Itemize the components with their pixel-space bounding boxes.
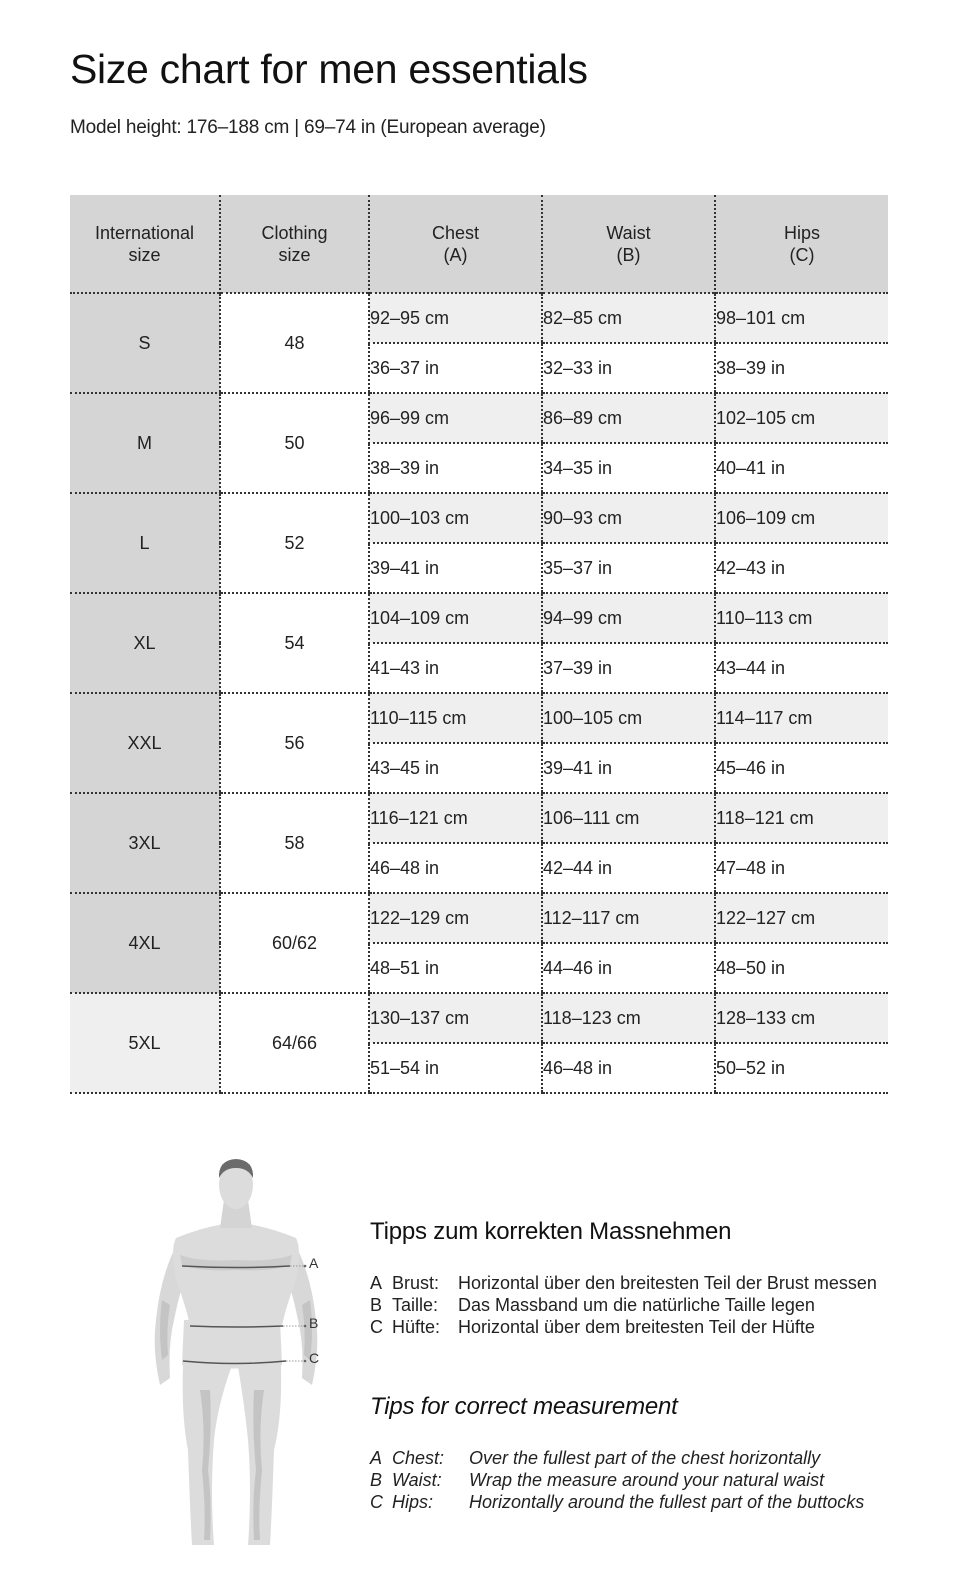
- waist-in-cell: 32–33 in: [542, 343, 715, 393]
- tips-english: [370, 1393, 864, 1513]
- model-height-note: Model height: 176–188 cm | 69–74 in (European average): [70, 117, 546, 138]
- table-row-cm: [70, 293, 888, 343]
- chest-cm-cell: 110–115 cm: [369, 693, 542, 743]
- waist-cm-cell: 94–99 cm: [542, 593, 715, 643]
- hips-in-cell: 38–39 in: [715, 343, 888, 393]
- hips-cm-cell: 110–113 cm: [715, 593, 888, 643]
- table-row-cm: [70, 693, 888, 743]
- hips-cm-cell: 114–117 cm: [715, 693, 888, 743]
- hips-in-cell: 48–50 in: [715, 943, 888, 993]
- waist-in-cell: 37–39 in: [542, 643, 715, 693]
- hips-cm-cell: 128–133 cm: [715, 993, 888, 1043]
- hips-cm-cell: 122–127 cm: [715, 893, 888, 943]
- header-clothing-size: Clothing size: [220, 195, 369, 293]
- waist-in-cell: 39–41 in: [542, 743, 715, 793]
- chest-cm-cell: 92–95 cm: [369, 293, 542, 343]
- hips-in-cell: 43–44 in: [715, 643, 888, 693]
- hips-in-cell: 45–46 in: [715, 743, 888, 793]
- clothing-size-cell: 60/62: [220, 893, 369, 993]
- tip-item: A Chest: Over the fullest part of the chest horizontally: [370, 1448, 821, 1468]
- clothing-size-cell: 50: [220, 393, 369, 493]
- tips-english-title: Tips for correct measurement: [370, 1393, 678, 1420]
- tip-item: B Taille: Das Massband um die natürliche Taille legen: [370, 1295, 815, 1315]
- header-chest: Chest (A): [369, 195, 542, 293]
- hips-in-cell: 50–52 in: [715, 1043, 888, 1093]
- chest-in-cell: 51–54 in: [369, 1043, 542, 1093]
- waist-in-cell: 42–44 in: [542, 843, 715, 893]
- intl-size-cell: M: [70, 393, 220, 493]
- intl-size-cell: 5XL: [70, 993, 220, 1093]
- marker-label-a: A: [309, 1255, 319, 1271]
- waist-in-cell: 44–46 in: [542, 943, 715, 993]
- table-row-cm: [70, 393, 888, 443]
- tips-german-title: Tipps zum korrekten Massnehmen: [370, 1218, 732, 1245]
- chest-cm-cell: 100–103 cm: [369, 493, 542, 543]
- intl-size-cell: L: [70, 493, 220, 593]
- marker-label-c: C: [309, 1350, 320, 1366]
- chest-in-cell: 36–37 in: [369, 343, 542, 393]
- tip-item: C Hüfte: Horizontal über dem breitesten Teil der Hüfte: [370, 1317, 815, 1337]
- clothing-size-cell: 64/66: [220, 993, 369, 1093]
- chest-cm-cell: 104–109 cm: [369, 593, 542, 643]
- hips-cm-cell: 98–101 cm: [715, 293, 888, 343]
- table-row-cm: [70, 993, 888, 1043]
- intl-size-cell: S: [70, 293, 220, 393]
- chest-cm-cell: 130–137 cm: [369, 993, 542, 1043]
- clothing-size-cell: 54: [220, 593, 369, 693]
- clothing-size-cell: 48: [220, 293, 369, 393]
- table-row-cm: [70, 493, 888, 543]
- body-measurement-figure: [140, 1150, 340, 1560]
- clothing-size-cell: 58: [220, 793, 369, 893]
- intl-size-cell: 4XL: [70, 893, 220, 993]
- table-row-cm: [70, 893, 888, 943]
- hips-in-cell: 40–41 in: [715, 443, 888, 493]
- table-row-cm: [70, 593, 888, 643]
- chest-in-cell: 43–45 in: [369, 743, 542, 793]
- waist-in-cell: 46–48 in: [542, 1043, 715, 1093]
- clothing-size-cell: 52: [220, 493, 369, 593]
- hips-cm-cell: 102–105 cm: [715, 393, 888, 443]
- table-row-cm: [70, 793, 888, 843]
- chest-in-cell: 39–41 in: [369, 543, 542, 593]
- intl-size-cell: XL: [70, 593, 220, 693]
- hips-cm-cell: 118–121 cm: [715, 793, 888, 843]
- table-header-row: [70, 195, 888, 293]
- waist-in-cell: 35–37 in: [542, 543, 715, 593]
- waist-cm-cell: 100–105 cm: [542, 693, 715, 743]
- header-international-size: International size: [70, 195, 220, 293]
- intl-size-cell: 3XL: [70, 793, 220, 893]
- chest-cm-cell: 122–129 cm: [369, 893, 542, 943]
- tip-item: B Waist: Wrap the measure around your natural waist: [370, 1470, 825, 1490]
- waist-cm-cell: 82–85 cm: [542, 293, 715, 343]
- waist-in-cell: 34–35 in: [542, 443, 715, 493]
- marker-label-b: B: [309, 1315, 319, 1331]
- tips-german: [370, 1218, 877, 1338]
- tip-item: C Hips: Horizontally around the fullest part of the buttocks: [370, 1492, 865, 1512]
- waist-cm-cell: 118–123 cm: [542, 993, 715, 1043]
- chest-cm-cell: 116–121 cm: [369, 793, 542, 843]
- waist-cm-cell: 112–117 cm: [542, 893, 715, 943]
- hips-in-cell: 47–48 in: [715, 843, 888, 893]
- waist-cm-cell: 86–89 cm: [542, 393, 715, 443]
- waist-cm-cell: 90–93 cm: [542, 493, 715, 543]
- chest-in-cell: 38–39 in: [369, 443, 542, 493]
- chest-cm-cell: 96–99 cm: [369, 393, 542, 443]
- header-waist: Waist (B): [542, 195, 715, 293]
- clothing-size-cell: 56: [220, 693, 369, 793]
- waist-cm-cell: 106–111 cm: [542, 793, 715, 843]
- hips-cm-cell: 106–109 cm: [715, 493, 888, 543]
- header-hips: Hips (C): [715, 195, 888, 293]
- chest-in-cell: 41–43 in: [369, 643, 542, 693]
- hips-in-cell: 42–43 in: [715, 543, 888, 593]
- intl-size-cell: XXL: [70, 693, 220, 793]
- page-title: Size chart for men essentials: [70, 46, 588, 92]
- tip-item: A Brust: Horizontal über den breitesten Teil der Brust messen: [370, 1273, 877, 1293]
- size-chart-table: [70, 195, 888, 1094]
- chest-in-cell: 48–51 in: [369, 943, 542, 993]
- chest-in-cell: 46–48 in: [369, 843, 542, 893]
